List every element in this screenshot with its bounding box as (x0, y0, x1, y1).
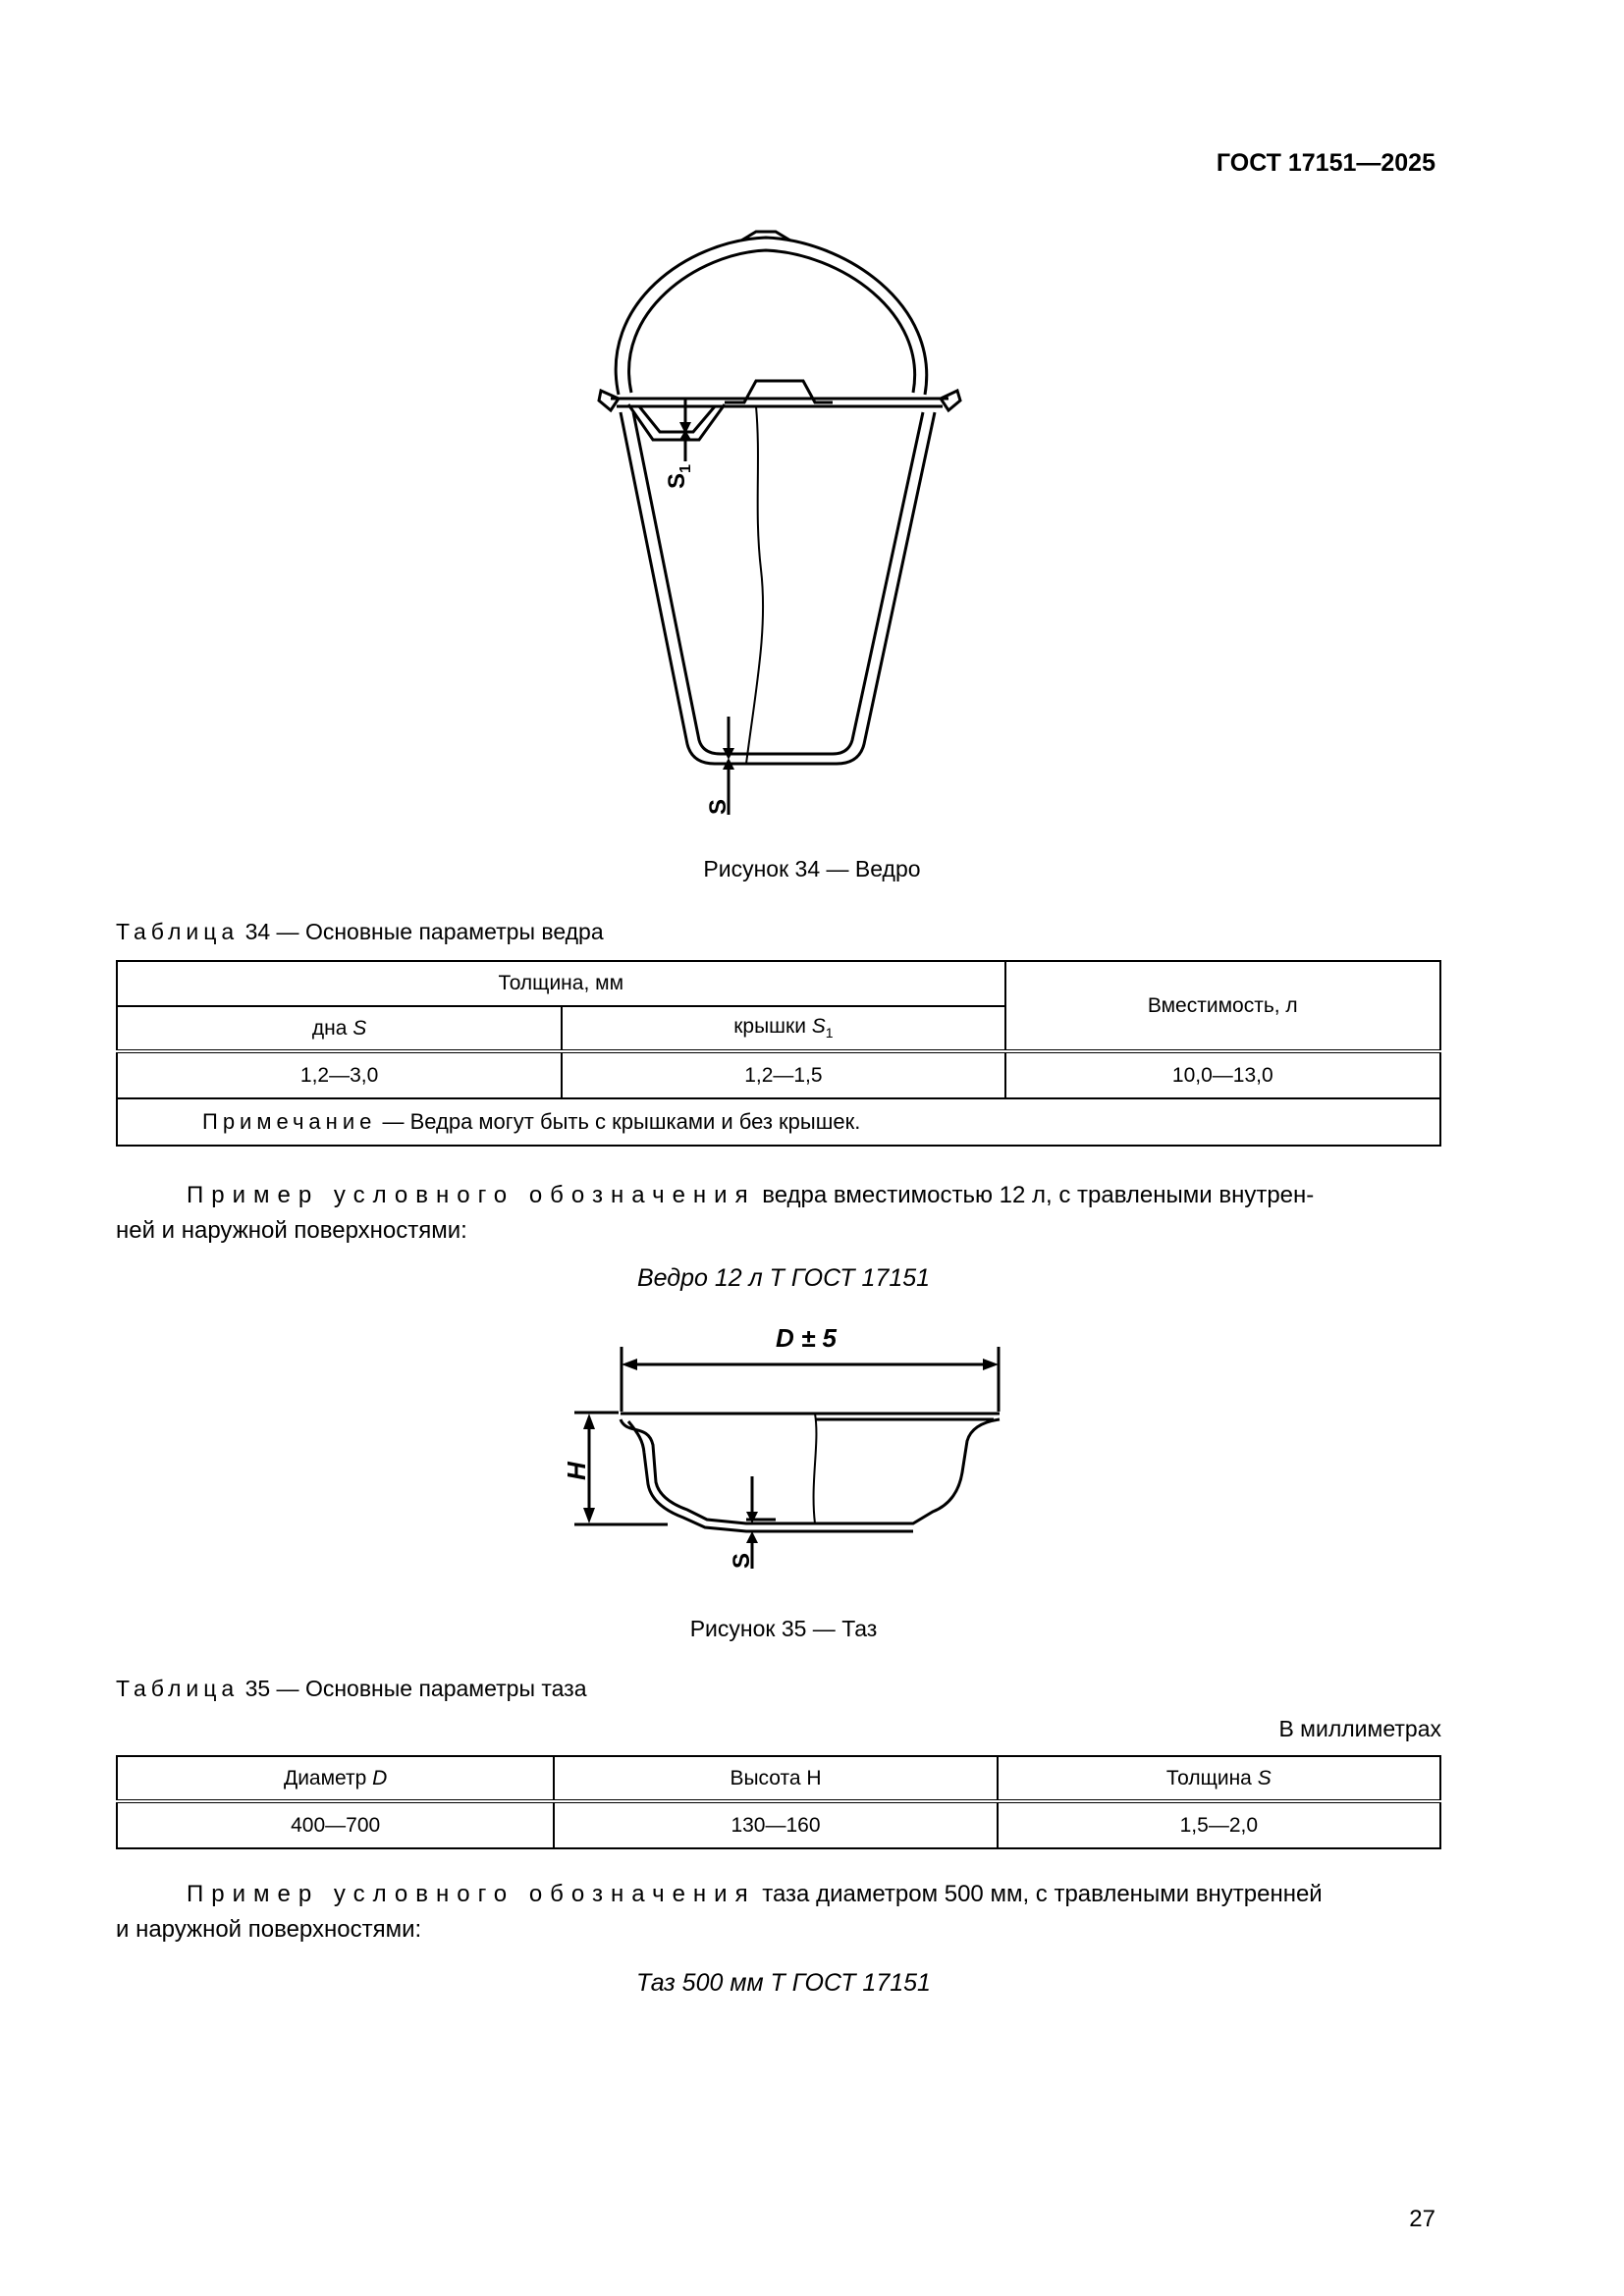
table-34-caption: Таблица 34 — Основные параметры ведра (116, 919, 604, 944)
col-height-header: Высота Н (554, 1756, 997, 1801)
table-row (117, 1801, 1440, 1848)
col-lid-header: крышки $S_1$ (562, 1006, 1004, 1051)
table-35 (116, 1755, 1441, 1849)
example-2-paragraph: Пример условного обозначения таза диаметром 500 мм, с травлеными внутренней и наружной поверхностями: (116, 1881, 1323, 1943)
cell-height: 130—160 (554, 1801, 997, 1848)
dimension-label-h: H (562, 1462, 591, 1480)
dimension-label-s: S (729, 1552, 755, 1569)
dimension-label-s: S (705, 798, 731, 815)
dimension-label-d: D ± 5 (776, 1323, 837, 1353)
cell-bottom: 1,2—3,0 (117, 1051, 562, 1098)
dimension-label-s1: $S_1$ (664, 464, 694, 489)
col-thickness-header: Толщина S (998, 1756, 1440, 1801)
page-number: 27 (1409, 2206, 1435, 2232)
example-1-designation: Ведро 12 л Т ГОСТ 17151 (636, 1264, 931, 1292)
table-35-units: В миллиметрах (1278, 1716, 1441, 1741)
example-1-paragraph: Пример условного обозначения ведра вместимостью 12 л, с травлеными внутрен- ней и наружной поверхностями: (116, 1182, 1315, 1244)
example-2-designation: Таз 500 мм Т ГОСТ 17151 (636, 1969, 931, 1997)
table-34-note: Примечание — Ведра могут быть с крышками и без крышек. (117, 1098, 1440, 1146)
table-row (117, 1051, 1440, 1098)
cell-thickness: 1,5—2,0 (998, 1801, 1440, 1848)
document-header: ГОСТ 17151—2025 (1216, 149, 1435, 177)
col-diameter-header: Диаметр D (117, 1756, 554, 1801)
col-capacity-header: Вместимость, л (1005, 961, 1440, 1051)
figure-34-caption: Рисунок 34 — Ведро (703, 856, 921, 881)
table-34 (116, 960, 1441, 1147)
col-thickness-header: Толщина, мм (117, 961, 1005, 1006)
cell-diameter: 400—700 (117, 1801, 554, 1848)
figure-35-caption: Рисунок 35 — Таз (689, 1616, 878, 1641)
col-bottom-header: дна S (117, 1006, 562, 1051)
cell-lid: 1,2—1,5 (562, 1051, 1004, 1098)
table-35-caption: Таблица 35 — Основные параметры таза (116, 1676, 587, 1701)
cell-capacity: 10,0—13,0 (1005, 1051, 1440, 1098)
